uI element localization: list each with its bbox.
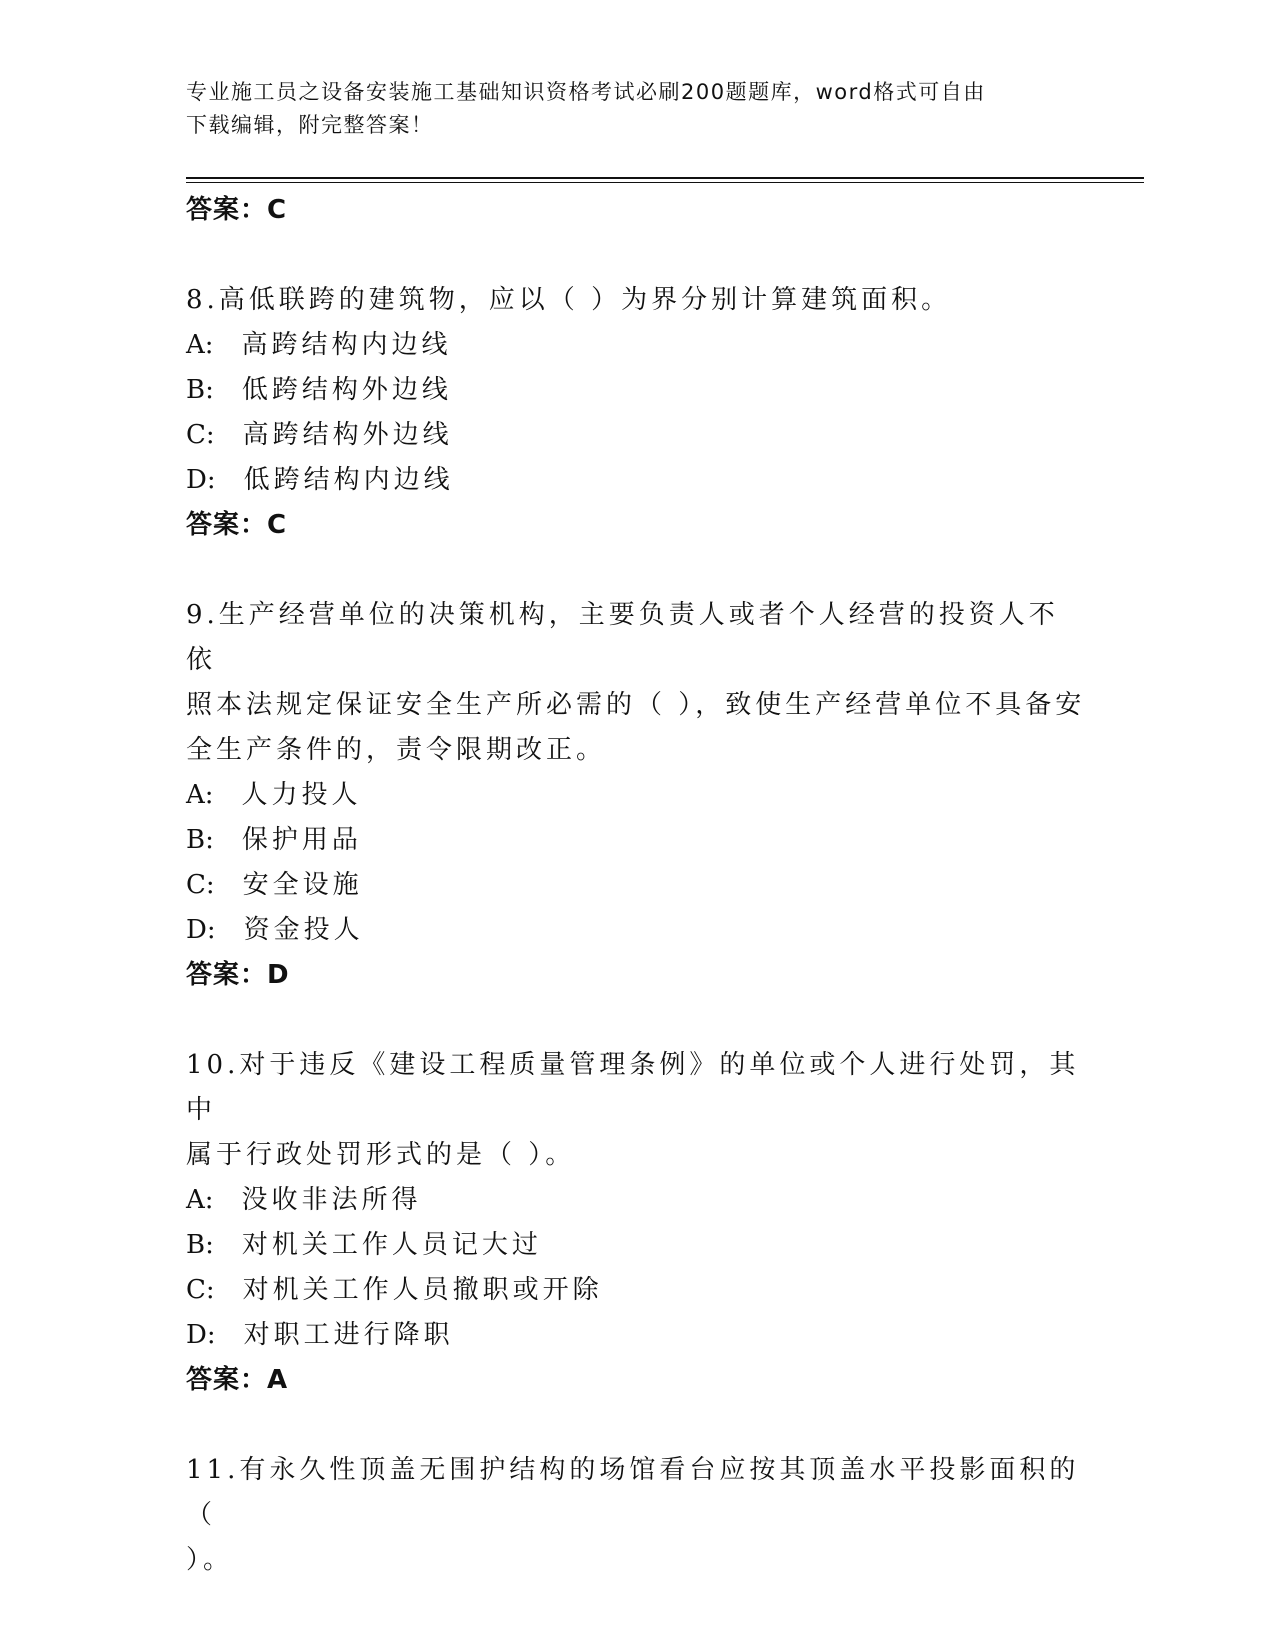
option-c	[186, 413, 1086, 458]
header-line-1: 专业施工员之设备安装施工基础知识资格考试必刷200题题库，word格式可自由	[186, 80, 986, 104]
answer-line: 答案：C	[186, 195, 288, 225]
option-key: B:	[186, 375, 214, 405]
option-text: 保护用品	[241, 825, 362, 855]
option-key: C:	[186, 420, 215, 450]
option-text: 对机关工作人员记大过	[241, 1230, 542, 1260]
header-rule-thick	[186, 177, 1144, 179]
question-text-line: 照本法规定保证安全生产所必需的（ ），致使生产经营单位不具备安	[186, 690, 1086, 720]
question-text-line: 8.高低联跨的建筑物，应以（ ）为界分别计算建筑面积。	[186, 285, 952, 315]
option-b	[186, 1223, 1086, 1268]
option-text: 对职工进行降职	[243, 1320, 454, 1350]
option-key: D:	[186, 1320, 216, 1350]
header-line-2: 下载编辑，附完整答案！	[186, 113, 434, 137]
question-9	[186, 593, 1086, 998]
option-key: A:	[186, 1185, 214, 1215]
question-11	[186, 1448, 1086, 1583]
question-text-line: ）。	[186, 1545, 234, 1575]
option-b	[186, 368, 1086, 413]
answer-line: 答案：C	[186, 510, 288, 540]
option-key: C:	[186, 1275, 215, 1305]
question-text-line: 属于行政处罚形式的是（ ）。	[186, 1140, 576, 1170]
option-d	[186, 1313, 1086, 1358]
question-text-line: 9.生产经营单位的决策机构，主要负责人或者个人经营的投资人不依	[186, 600, 1059, 675]
option-a	[186, 773, 1086, 818]
document-body	[186, 188, 1086, 1583]
option-b	[186, 818, 1086, 863]
option-key: C:	[186, 870, 215, 900]
option-key: B:	[186, 825, 214, 855]
option-key: B:	[186, 1230, 214, 1260]
option-key: A:	[186, 780, 214, 810]
option-d	[186, 458, 1086, 503]
question-10	[186, 1043, 1086, 1403]
option-text: 没收非法所得	[241, 1185, 422, 1215]
option-a	[186, 1178, 1086, 1223]
answer-line: 答案：D	[186, 960, 290, 990]
question-text-line: 11.有永久性顶盖无围护结构的场馆看台应按其顶盖水平投影面积的（	[186, 1455, 1080, 1530]
option-text: 人力投人	[241, 780, 362, 810]
option-key: D:	[186, 465, 216, 495]
answer-line: 答案：A	[186, 1365, 289, 1395]
question-text-line: 10.对于违反《建设工程质量管理条例》的单位或个人进行处罚，其中	[186, 1050, 1080, 1125]
option-text: 高跨结构外边线	[242, 420, 453, 450]
option-text: 安全设施	[242, 870, 363, 900]
page-header	[186, 76, 1066, 142]
option-text: 高跨结构内边线	[241, 330, 452, 360]
option-c	[186, 1268, 1086, 1313]
option-text: 低跨结构内边线	[243, 465, 454, 495]
option-key: A:	[186, 330, 214, 360]
option-text: 资金投人	[243, 915, 364, 945]
option-text: 低跨结构外边线	[241, 375, 452, 405]
option-text: 对机关工作人员撤职或开除	[242, 1275, 603, 1305]
question-text-line: 全生产条件的，责令限期改正。	[186, 735, 607, 765]
question-8	[186, 278, 1086, 548]
option-key: D:	[186, 915, 216, 945]
option-a	[186, 323, 1086, 368]
header-rule-thin	[186, 182, 1144, 183]
option-d	[186, 908, 1086, 953]
option-c	[186, 863, 1086, 908]
